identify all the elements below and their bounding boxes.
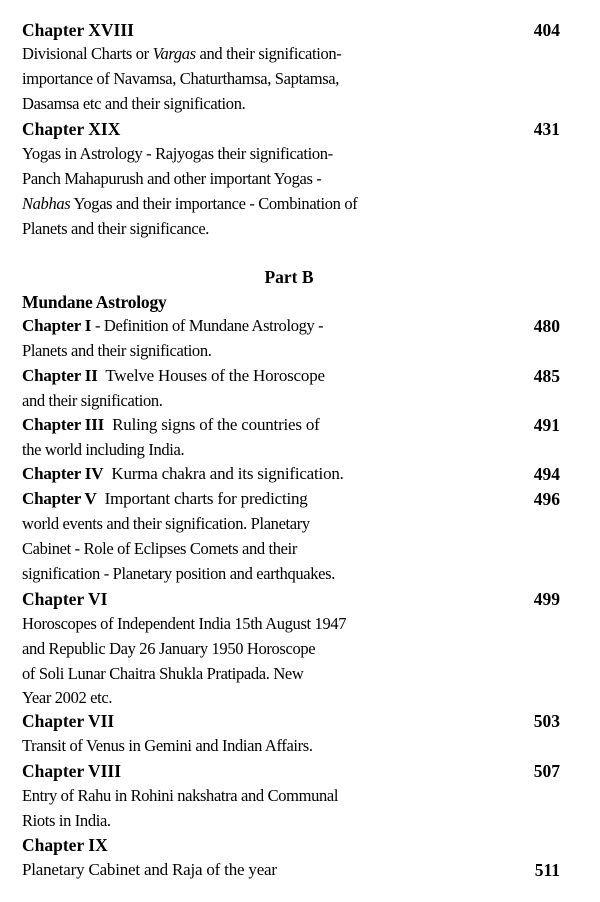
chapter-title: Chapter IX: [22, 835, 108, 855]
chapter-description-line: Planets and their signification.: [22, 341, 212, 360]
chapter-description-line: Year 2002 etc.: [22, 688, 113, 707]
chapter-heading-line: Chapter V Important charts for predicting: [22, 489, 308, 508]
chapter-description-line: Nabhas Yogas and their importance - Combination of: [22, 194, 358, 213]
chapter-description-line: world events and their signification. Planetary: [22, 514, 310, 533]
part-title: Part B: [264, 267, 314, 287]
page-number: 485: [533, 366, 560, 386]
chapter-description-line: the world including India.: [22, 440, 185, 459]
chapter-description-line: Horoscopes of Independent India 15th August 1947: [22, 614, 347, 633]
page-number: 491: [533, 415, 560, 435]
chapter-title: Chapter XVIII: [22, 20, 134, 40]
chapter-description-line: Dasamsa etc and their signification.: [22, 94, 246, 113]
chapter-description-line: Panch Mahapurush and other important Yogas -: [22, 169, 322, 188]
chapter-description-line: importance of Navamsa, Chaturthamsa, Saptamsa,: [22, 69, 340, 88]
chapter-description-line: Transit of Venus in Gemini and Indian Affairs.: [22, 736, 313, 755]
chapter-description-line: Entry of Rahu in Rohini nakshatra and Communal: [22, 786, 339, 805]
chapter-heading-line: Chapter II Twelve Houses of the Horoscope: [22, 366, 325, 385]
page-number: 431: [533, 119, 560, 139]
page-number: 511: [534, 860, 560, 880]
chapter-description-line: Cabinet - Role of Eclipses Comets and their: [22, 539, 298, 558]
chapter-heading-line: Chapter IV Kurma chakra and its signification.: [22, 464, 344, 483]
chapter-description-line: and Republic Day 26 January 1950 Horoscope: [22, 639, 316, 658]
chapter-description-line: Riots in India.: [22, 811, 111, 830]
chapter-description-line: Yogas in Astrology - Rajyogas their signification-: [22, 144, 333, 163]
chapter-description-line: Divisional Charts or Vargas and their signification-: [22, 44, 342, 63]
chapter-description-line: signification - Planetary position and earthquakes.: [22, 564, 335, 583]
page-number: 494: [533, 464, 560, 484]
chapter-title: Chapter VII: [22, 711, 115, 731]
page-number: 404: [533, 20, 560, 40]
chapter-heading-line: Planetary Cabinet and Raja of the year: [22, 860, 277, 879]
page-number: 499: [533, 589, 560, 609]
part-subtitle: Mundane Astrology: [22, 292, 167, 312]
chapter-description-line: Planets and their significance.: [22, 219, 210, 238]
page-number: 503: [533, 711, 560, 731]
chapter-title: Chapter VI: [22, 589, 108, 609]
chapter-title: Chapter XIX: [22, 119, 121, 139]
italic-term: Nabhas: [22, 194, 71, 213]
chapter-description-line: of Soli Lunar Chaitra Shukla Pratipada. New: [22, 664, 304, 683]
chapter-heading-line: Chapter III Ruling signs of the countries of: [22, 415, 320, 434]
chapter-description-line: and their signification.: [22, 391, 163, 410]
page-number: 507: [533, 761, 560, 781]
italic-term: Vargas: [152, 44, 196, 63]
chapter-title: Chapter VIII: [22, 761, 122, 781]
page-number: 480: [533, 316, 560, 336]
chapter-heading-line: Chapter I - Definition of Mundane Astrology -: [22, 316, 324, 335]
page-number: 496: [533, 489, 560, 509]
